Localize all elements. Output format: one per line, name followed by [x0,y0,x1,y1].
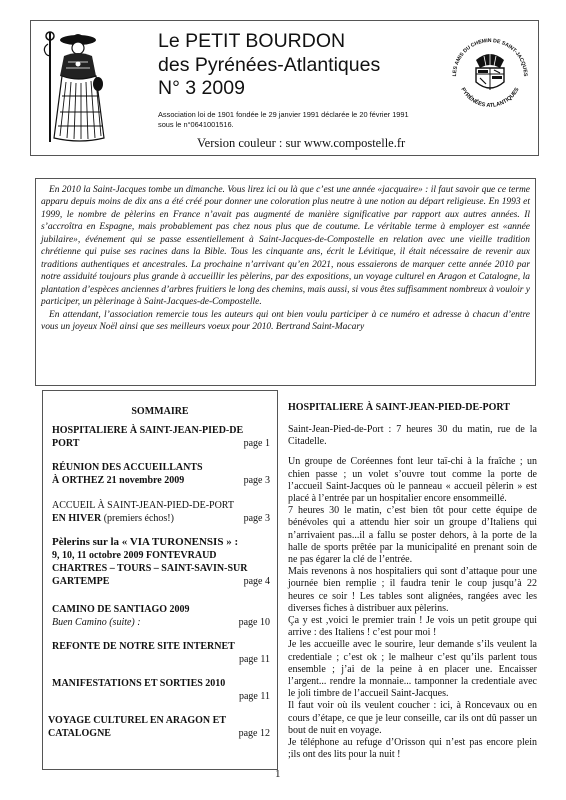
seal-top-text: LES AMIS DU CHEMIN DE SAINT-JACQUES [451,37,529,77]
editorial-paragraph-1: En 2010 la Saint-Jacques tombe un dimanche. Vous lirez ici ou là que c’est une année «jacquaire» : il faut savoir que ce terme apparu depuis moins de dix ans a été créé pour donner une coloration plus neutre à une notion au départ religieuse. En 1993 et 1999, le nombre de pèlerins en France n’avait pas augmenté de manière significative par rapport aux autres années. Il s’accroîtra en Espagne, mais probablement pas chez nous plus que de coutume. Le véritable terme à employer est «année jubilaire», événement qui se passe essentiellement à Saint-Jacques-de-Compostelle en relation avec une vieille tradition chrétienne qui puise ses racines dans la Bible. Tous les cinquante ans, écrit le Lévitique, il était nécessaire de revenir aux traditions authentiques et ancestrales. La prochaine n’arrivant qu’en 2021, nous essaierons de marquer cette année 2010 par notre assiduité toujours plus grande à accueillir les pèlerins, par des expositions, un voyage culturel en Aragon et Catalogne, la plantation d’espèces anciennes d’arbres fruitiers le long des chemins, mais aussi, si vous êtes suffisamment nombreux à vouloir y participer, un pèlerinage à Saint-Jacques-de-Compostelle. [41,185,530,308]
article-paragraph: Il faut voir où ils veulent coucher : ici, à Roncevaux ou en cours d’étape, ce que je leur conseille, car ils ont dû passer un bout de nuit en voyage. [288,700,537,736]
toc-item-page: page 1 [243,438,270,449]
page-number: 1 [275,768,281,780]
article-paragraph: Mais revenons à nos hospitaliers qui sont d’attaque pour une journée bien remplie ; il faudra tenir le coup jusqu’à 22 heures ce soir ! Les tables sont alignées, rangées avec les diverses fiches à distribuer aux pèlerins. [288,566,537,614]
toc-item-page: page 4 [243,576,270,587]
toc-item-page: page 3 [243,513,270,524]
toc-item-page: page 11 [238,691,270,702]
editorial-text [41,184,530,333]
toc-item-subtitle: (premiers échos!) [101,513,174,524]
toc-item-title: PORT [52,438,80,449]
toc-item-accueil-hiver[interactable] [52,499,270,525]
toc-item-title: HOSPITALIERE À SAINT-JEAN-PIED-DE [52,425,244,436]
toc-item-page: page 3 [243,475,270,486]
toc-item-title: CAMINO DE SANTIAGO 2009 [52,604,190,615]
toc-item-title: RÉUNION DES ACCUEILLANTS [52,462,203,473]
toc-item-title: À ORTHEZ 21 novembre 2009 [52,475,185,486]
toc-item-title: MANIFESTATIONS ET SORTIES 2010 [52,678,226,689]
newsletter-title-line-2: des Pyrénées-Atlantiques [158,54,381,76]
issue-number: N° 3 2009 [158,77,245,99]
toc-item-subtitle: Buen Camino (suite) : [52,617,141,628]
article-paragraph: Je les accueille avec le sourire, leur demande s’ils veulent la credentiale ; c’est ok ; le malheur c’est qu’ils parlent tous ensemble ; j’ai de la peine à en placer une. Encaisser l’argent... rendre la monnaie... tamponner la credentiale avec le joli timbre de l’accueil Saint-Jacques. [288,639,537,700]
article-paragraph: Je téléphone au refuge d’Orisson qui n’est pas encore plein ;ils ont des lits pour la nuit ! [288,737,537,761]
toc-item-page: page 11 [238,654,270,665]
toc-item-title: EN HIVER [52,513,102,524]
color-version-link[interactable]: Version couleur : sur www.compostelle.fr [197,136,406,150]
association-info-line-2: sous le n°0641001516. [158,120,234,129]
article-paragraph: Un groupe de Coréennes font leur taï-chi à la fraîche ; un chien passe ; un volet s’ouvre tout comme la porte de l’accueil Saint-Jacques où le panneau « accueil pèlerin » est placé à l’entrée par un hospitalier encore ensommeillé. [288,456,537,505]
seal-bottom-text: PYRÉNÉES ATLANTIQUES [459,86,521,109]
article-paragraph: 7 heures 30 le matin, c’est bien tôt pour cette équipe de bénévoles qui a attendu hier soir un groupe d’Italiens qui n’arrivaient pas...il a fallu se poster dehors, à la porte de la halle de sports prêtée par la municipalité en prenant soin de ne pas égarer la clé de l’entrée. [288,505,537,566]
toc-item-title: ACCUEIL À SAINT-JEAN-PIED-DE-PORT [52,500,234,511]
toc-item-title: GARTEMPE [52,576,110,587]
editorial-paragraph-2: En attendant, l’association remercie tous les auteurs qui ont bien voulu participer à ce numéro et adresse à chacun d’entre vous un joyeux Noël ainsi que ses meilleurs voeux pour 2010. Bertrand Saint-Macary [41,309,530,332]
toc-item-manifestations[interactable] [52,677,270,703]
association-seal-icon [446,30,534,118]
article-paragraph: Saint-Jean-Pied-de-Port : 7 heures 30 du matin, rue de la Citadelle. [288,424,537,448]
article-paragraph: Ça y est ,voici le premier train ! Je vois un petit groupe qui arrive : des Italiens ! c’est pour moi ! [288,615,537,639]
toc-item-voyage-culturel[interactable] [48,714,270,740]
toc-item-title: 9, 10, 11 octobre 2009 FONTEVRAUD [52,550,217,561]
toc-item-page: page 12 [238,728,270,739]
toc-item-title: Pèlerins sur la « VIA TURONENSIS » : [52,536,239,548]
article-body [288,424,537,761]
toc-item-title: REFONTE DE NOTRE SITE INTERNET [52,641,235,652]
newsletter-title-line-1: Le PETIT BOURDON [158,30,346,52]
toc-item-refonte-site[interactable] [52,640,270,666]
pilgrim-illustration [38,26,108,144]
toc-item-via-turonensis[interactable] [52,536,270,588]
article-title: HOSPITALIERE À SAINT-JEAN-PIED-DE-PORT [288,402,510,413]
toc-item-title: CHARTRES – TOURS – SAINT-SAVIN-SUR [52,563,248,574]
association-info-line-1: Association loi de 1901 fondée le 29 janvier 1991 déclarée le 20 février 1991 [158,110,409,119]
toc-item-title: CATALOGNE [48,728,111,739]
toc-item-hospitaliere[interactable] [52,424,270,450]
toc-item-camino[interactable] [52,603,270,629]
toc-item-title: VOYAGE CULTUREL EN ARAGON ET [48,715,226,726]
toc-item-page: page 10 [238,617,270,628]
toc-item-reunion[interactable] [52,461,270,487]
table-of-contents-title: SOMMAIRE [131,406,189,417]
